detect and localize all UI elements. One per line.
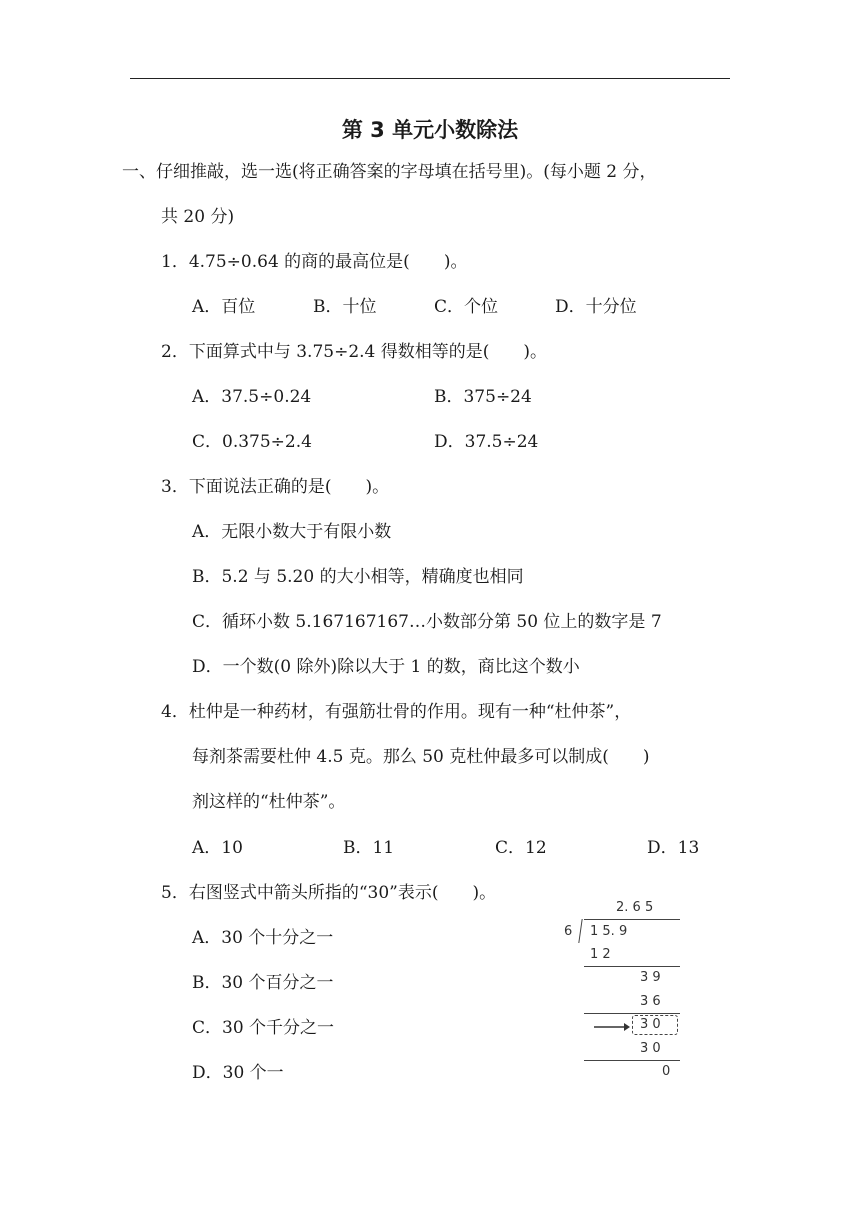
division-quotient: 2. 6 5 (616, 900, 654, 915)
q1-option-c[interactable]: C．个位 (434, 297, 499, 317)
question-5 (161, 881, 496, 905)
question-1 (161, 250, 467, 274)
question-tail: )。 (523, 342, 548, 362)
question-2 (161, 340, 547, 364)
division-bar (584, 919, 680, 920)
q4-option-c[interactable]: C．12 (495, 838, 547, 858)
question-tail: )。 (472, 883, 497, 903)
q2-option-a[interactable]: A．37.5÷0.24 (192, 387, 312, 407)
question-4-line3: 剂这样的“杜仲茶”。 (192, 792, 346, 812)
q1-option-b[interactable]: B．十位 (313, 297, 377, 317)
question-3 (161, 475, 389, 499)
section-heading-line1: 一、仔细推敲，选一选(将正确答案的字母填在括号里)。(每小题 2 分， (122, 162, 657, 182)
division-remainder: 0 (662, 1064, 671, 1079)
q3-option-b[interactable]: B．5.2 与 5.20 的大小相等，精确度也相同 (192, 567, 524, 587)
q1-option-a[interactable]: A．百位 (192, 297, 256, 317)
q2-option-c[interactable]: C．0.375÷2.4 (192, 432, 312, 452)
q5-option-b[interactable]: B．30 个百分之一 (192, 973, 334, 993)
page-title: 第 3 单元小数除法 (341, 118, 519, 142)
question-number: 5． (161, 883, 189, 903)
division-rule-3 (584, 1060, 680, 1061)
q4-option-a[interactable]: A．10 (192, 838, 243, 858)
arrow-icon (594, 1018, 630, 1030)
division-divisor: 6 (564, 924, 573, 939)
division-rule-2 (584, 1013, 680, 1014)
division-bracket (578, 919, 582, 943)
question-stem-line1: 杜仲是一种药材，有强筋壮骨的作用。现有一种“杜仲茶”， (188, 702, 632, 722)
q1-option-d[interactable]: D．十分位 (555, 297, 637, 317)
q3-option-d[interactable]: D．一个数(0 除外)除以大于 1 的数，商比这个数小 (192, 657, 580, 677)
q5-option-c[interactable]: C．30 个千分之一 (192, 1018, 335, 1038)
question-stem: 4.75÷0.64 的商的最高位是( (188, 252, 410, 272)
q2-option-b[interactable]: B．375÷24 (434, 387, 532, 407)
question-number: 2． (161, 342, 189, 362)
division-step-1: 1 2 (590, 947, 611, 962)
question-4-line2 (192, 745, 650, 769)
question-tail: )。 (365, 477, 390, 497)
q3-option-a[interactable]: A．无限小数大于有限小数 (192, 522, 392, 542)
question-stem: 右图竖式中箭头所指的“30”表示( (188, 883, 439, 903)
q2-option-d[interactable]: D．37.5÷24 (434, 432, 539, 452)
division-dividend: 1 5. 9 (590, 924, 628, 939)
question-number: 4． (161, 702, 189, 722)
question-number: 3． (161, 477, 189, 497)
question-number: 1． (161, 252, 189, 272)
division-step-5: 3 0 (640, 1041, 661, 1056)
question-4 (161, 700, 631, 724)
long-division-figure (560, 895, 690, 1090)
division-step-3: 3 6 (640, 994, 661, 1009)
q3-option-c[interactable]: C．循环小数 5.167167167…小数部分第 50 位上的数字是 7 (192, 612, 662, 632)
question-stem: 下面说法正确的是( (188, 477, 332, 497)
q5-option-a[interactable]: A．30 个十分之一 (192, 928, 334, 948)
top-rule (130, 78, 730, 79)
question-tail: )。 (443, 252, 468, 272)
division-step-4: 3 0 (640, 1017, 661, 1032)
section-heading-line2: 共 20 分) (161, 207, 235, 227)
q5-option-d[interactable]: D．30 个一 (192, 1063, 284, 1083)
question-tail: ) (642, 747, 650, 767)
question-stem-line2: 每剂茶需要杜仲 4.5 克。那么 50 克杜仲最多可以制成( (192, 747, 609, 767)
division-step-2: 3 9 (640, 970, 661, 985)
q4-option-d[interactable]: D．13 (647, 838, 700, 858)
q4-option-b[interactable]: B．11 (343, 838, 395, 858)
question-stem: 下面算式中与 3.75÷2.4 得数相等的是( (188, 342, 490, 362)
division-rule-1 (584, 966, 680, 967)
